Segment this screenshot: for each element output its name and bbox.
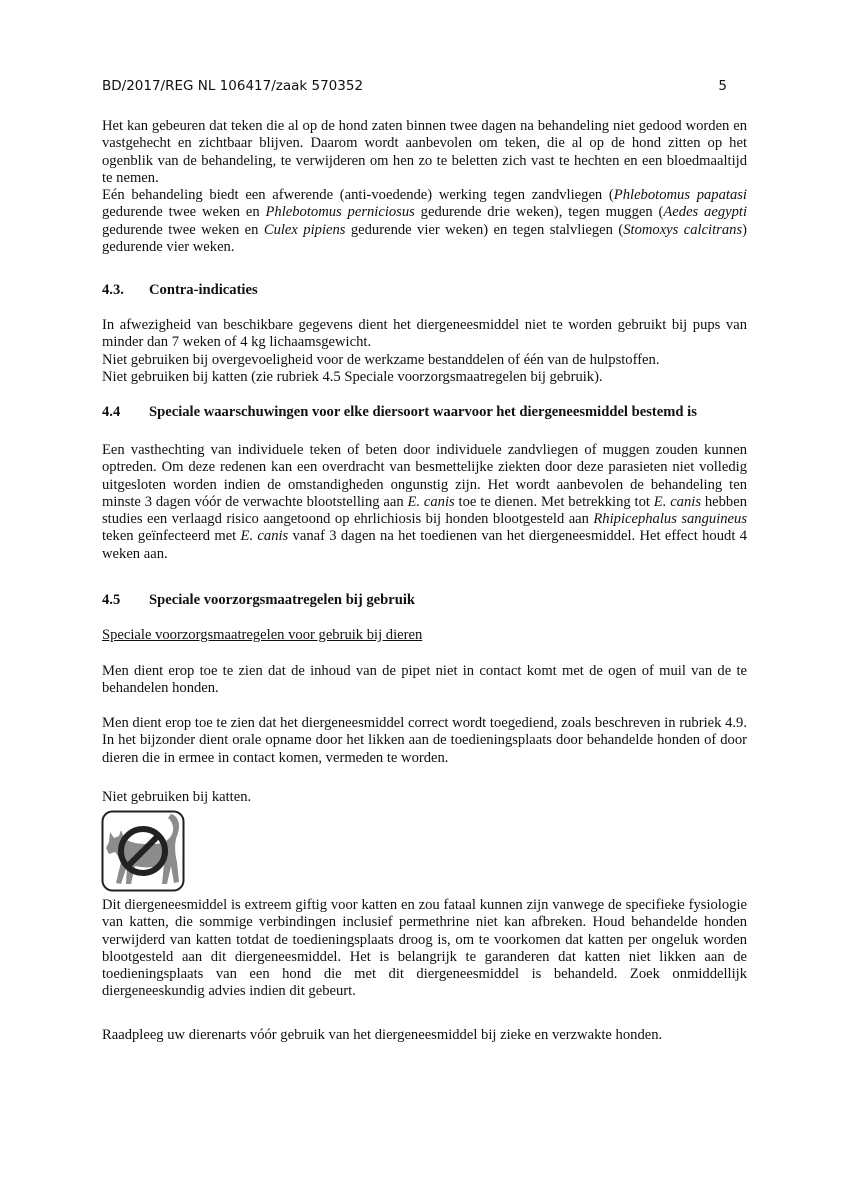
section-title: Speciale waarschuwingen voor elke diersoort waarvoor het diergeneesmiddel bestemd is bbox=[149, 404, 697, 420]
warnings-paragraph: Een vasthechting van individuele teken of beten door individuele zandvliegen of muggen zouden kunnen optreden. Om deze redenen kan een overdracht van besmettelijke ziekten door deze parasieten niet volledig uitgesloten worden indien de omstandigheden ongunstig zijn. Het wordt aanbevolen de behandeling ten minste 3 dagen vóór de verwachte blootstelling aan E. canis toe te dienen. Met betrekking tot E. canis hebben studies een verlaagd risico aangetoond op ehrlichiosis bij honden blootgesteld aan Rhipicephalus sanguineus teken geïnfecteerd met E. canis vanaf 3 dagen na het toedienen van het diergeneesmiddel. Het effect houdt 4 weken aan. bbox=[102, 442, 747, 562]
consult-vet-paragraph: Raadpleeg uw dierenarts vóór gebruik van het diergeneesmiddel bij zieke en verzwakte honden. bbox=[102, 1027, 663, 1043]
contraindication-line: Niet gebruiken bij overgevoeligheid voor de werkzame bestanddelen of één van de hulpstoffen. bbox=[102, 351, 660, 368]
section-title: Contra-indicaties bbox=[149, 282, 258, 298]
section-number: 4.4 bbox=[102, 404, 121, 420]
contraindication-line: Niet gebruiken bij katten (zie rubriek 4.5 Speciale voorzorgsmaatregelen bij gebruik). bbox=[102, 368, 603, 385]
page-number: 5 bbox=[718, 78, 727, 94]
section-4-4-body bbox=[102, 442, 747, 563]
section-title: Speciale voorzorgsmaatregelen bij gebruik bbox=[149, 592, 416, 608]
intro-paragraph-2: Eén behandeling biedt een afwerende (anti-voedende) werking tegen zandvliegen (Phlebotomus papatasi gedurende twee weken en Phlebotomus perniciosus gedurende drie weken), tegen muggen (Aedes aegypti gedurende twee weken en Culex pipiens gedurende vier weken) en tegen stalvliegen (Stomoxys calcitrans) gedurende vier weken. bbox=[102, 187, 748, 256]
section-number: 4.5 bbox=[102, 592, 121, 608]
cat-toxicity-paragraph: Dit diergeneesmiddel is extreem giftig voor katten en zou fataal kunnen zijn vanwege de specifieke fysiologie van katten, die sommige verbindingen inclusief permethrine niet kan afbreken. Houd behandelde honden verwijderd van katten totdat de toedieningsplaats droog is, om te voorkomen dat katten per ongeluk worden blootgesteld aan dit diergeneesmiddel. Het is belangrijk te garanderen dat katten niet likken aan de toedieningsplaats van een hond die met dit diergeneesmiddel is behandeld. Zoek onmiddellijk diergeneeskundig advies indien dit gebeurt. bbox=[102, 897, 747, 1000]
section-4-3-body bbox=[102, 317, 747, 386]
intro-paragraph-1: Het kan gebeuren dat teken die al op de hond zaten binnen twee dagen na behandeling niet gedood worden en vastgehecht en zichtbaar blijven. Daarom wordt aanbevolen om teken, die al op de hond zitten op het ogenblik van de behandeling, te verwijderen om hen zo te beletten zich vast te hechten en een bloedmaaltijd te nemen. bbox=[102, 118, 747, 186]
contraindication-line: In afwezigheid van beschikbare gegevens dient het diergeneesmiddel niet te worden gebruikt bij pups van minder dan 7 weken of 4 kg lichaamsgewicht. bbox=[102, 317, 747, 351]
section-number: 4.3. bbox=[102, 282, 124, 298]
precaution-paragraph-2: Men dient erop toe te zien dat het diergeneesmiddel correct wordt toegediend, zoals beschreven in rubriek 4.9. In het bijzonder dient orale opname door het likken aan de toedieningsplaats door behandelde honden of door dieren die in ermee in contact komen, vermeden te worden. bbox=[102, 715, 747, 766]
no-cat-pictogram-icon bbox=[101, 810, 185, 892]
precaution-paragraph-1: Men dient erop toe te zien dat de inhoud van de pipet niet in contact komt met de ogen of muil van de te behandelen honden. bbox=[102, 663, 747, 697]
document-reference: BD/2017/REG NL 106417/zaak 570352 bbox=[102, 78, 364, 94]
precaution-paragraph-3: Niet gebruiken bij katten. bbox=[102, 789, 252, 805]
intro-block bbox=[102, 118, 747, 256]
section-4-5-subheading: Speciale voorzorgsmaatregelen voor gebruik bij dieren bbox=[102, 627, 423, 643]
page-header bbox=[102, 78, 747, 100]
